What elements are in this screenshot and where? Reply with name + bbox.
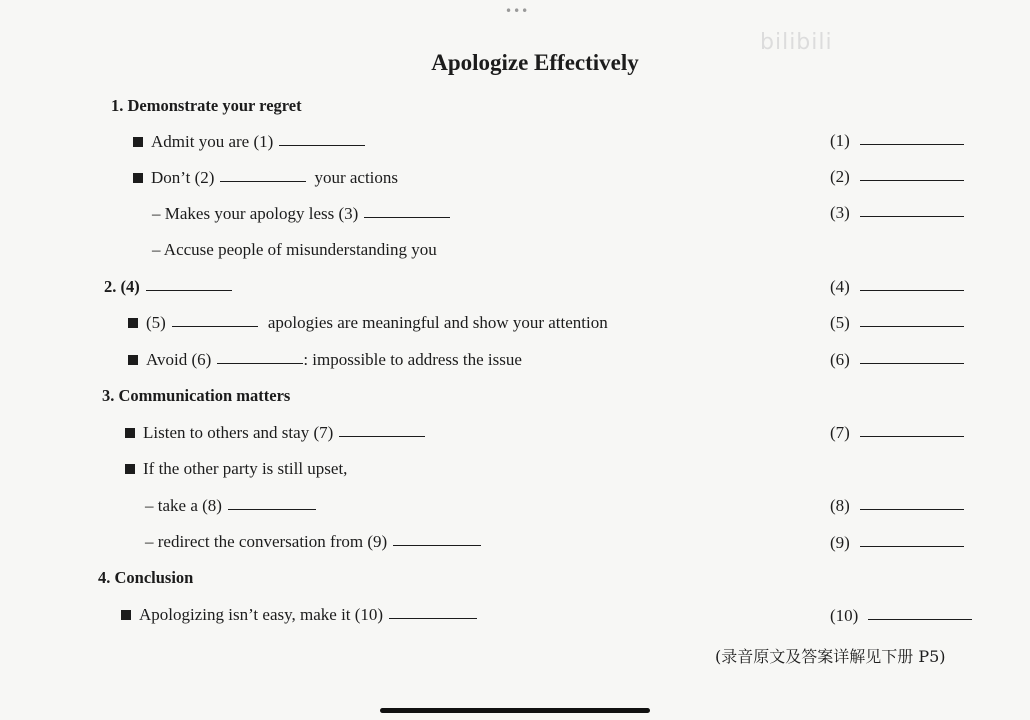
blank-line (146, 289, 232, 291)
blank-line (393, 544, 481, 546)
section-1-heading: 1. Demonstrate your regret (111, 96, 302, 115)
list-item (152, 204, 450, 224)
answer-number: (4) (830, 277, 850, 296)
answer-slot (830, 203, 964, 223)
blank-line (860, 545, 964, 547)
answer-number: (1) (830, 131, 850, 150)
list-item (128, 350, 522, 370)
answer-slot (830, 167, 964, 187)
answer-number: (3) (830, 203, 850, 222)
blank-line (172, 325, 258, 327)
answer-number: (10) (830, 606, 859, 625)
item-text: apologies are meaningful and show your attention (267, 313, 608, 332)
watermark-logo: bilibili (760, 30, 833, 55)
answer-number: (7) (830, 423, 850, 442)
blank-line (860, 325, 964, 327)
blank-line (860, 143, 964, 145)
blank-line (860, 435, 964, 437)
answer-slot (830, 131, 964, 151)
answer-slot (830, 533, 964, 553)
blank-line (860, 362, 964, 364)
item-text: – take a (8) (145, 496, 222, 515)
answer-slot (830, 606, 972, 626)
item-text: Admit you are (1) (151, 132, 274, 151)
answer-slot (830, 496, 964, 516)
page-title: Apologize Effectively (431, 50, 639, 75)
bullet-icon (128, 318, 138, 328)
list-item (125, 459, 347, 479)
bullet-icon (121, 610, 131, 620)
heading-text: 2. (4) (104, 277, 140, 296)
bullet-icon (133, 173, 143, 183)
section-3-heading: 3. Communication matters (102, 386, 291, 405)
list-item (133, 168, 398, 188)
list-item (145, 532, 481, 552)
blank-line (279, 144, 365, 146)
answer-number: (2) (830, 167, 850, 186)
item-text: Don’t (2) (151, 168, 215, 187)
answer-number: (9) (830, 533, 850, 552)
item-text: your actions (314, 168, 399, 187)
list-item (125, 423, 425, 443)
list-item (121, 605, 477, 625)
answer-slot (830, 350, 964, 370)
item-text: Listen to others and stay (7) (143, 423, 334, 442)
list-item (145, 496, 316, 516)
bullet-icon (125, 428, 135, 438)
answer-slot (830, 313, 964, 333)
answer-slot (830, 277, 964, 297)
blank-line (389, 617, 477, 619)
bullet-icon (133, 137, 143, 147)
blank-line (220, 180, 306, 182)
item-text: (5) (146, 313, 166, 332)
bullet-icon (125, 464, 135, 474)
answer-slot (830, 423, 964, 443)
home-indicator[interactable] (380, 708, 650, 713)
item-text: If the other party is still upset, (143, 459, 348, 478)
answer-number: (6) (830, 350, 850, 369)
blank-line (860, 289, 964, 291)
item-text: – Makes your apology less (3) (152, 204, 359, 223)
footer-note: (录音原文及答案详解见下册 P5) (715, 647, 946, 666)
item-text: : impossible to address the issue (303, 350, 522, 369)
list-item: – Accuse people of misunderstanding you (152, 240, 437, 259)
blank-line (860, 215, 964, 217)
blank-line (339, 435, 425, 437)
answer-number: (8) (830, 496, 850, 515)
more-dots-icon[interactable]: ••• (505, 4, 530, 18)
blank-line (228, 508, 316, 510)
item-text: Apologizing isn’t easy, make it (10) (139, 605, 384, 624)
item-text: – redirect the conversation from (9) (145, 532, 388, 551)
blank-line (860, 508, 964, 510)
bullet-icon (128, 355, 138, 365)
item-text: Avoid (6) (146, 350, 212, 369)
blank-line (217, 362, 303, 364)
section-4-heading: 4. Conclusion (98, 568, 194, 587)
list-item (128, 313, 608, 333)
blank-line (868, 618, 972, 620)
list-item (133, 132, 365, 152)
section-2-heading (104, 277, 232, 297)
blank-line (860, 179, 964, 181)
answer-number: (5) (830, 313, 850, 332)
blank-line (364, 216, 450, 218)
